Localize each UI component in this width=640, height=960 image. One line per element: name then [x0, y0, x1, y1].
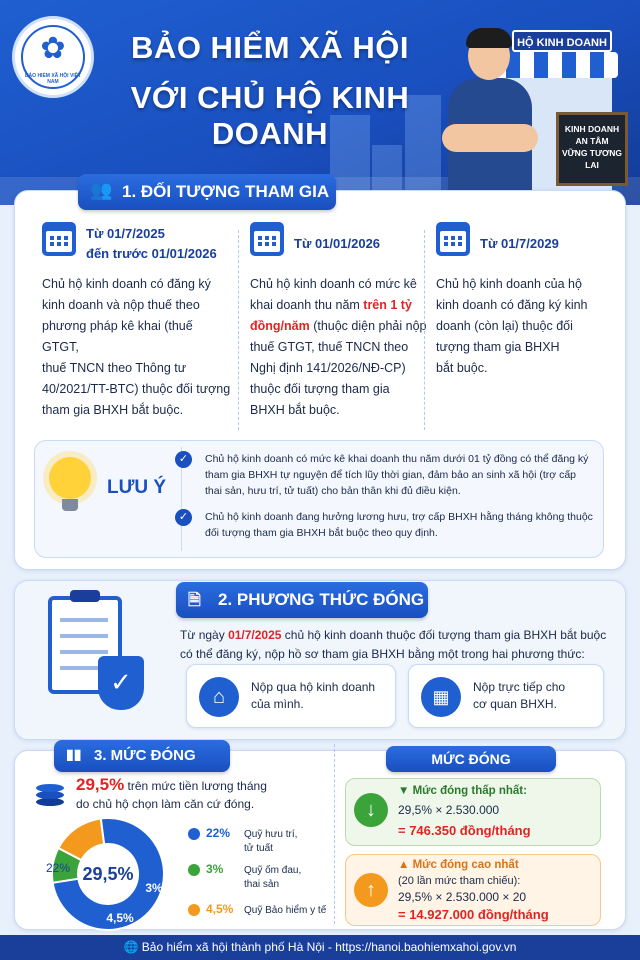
check-circle-icon: ✓ — [175, 451, 192, 468]
lightbulb-icon — [49, 457, 91, 499]
max-result: = 14.927.000 đồng/tháng — [398, 907, 549, 922]
legend-dot — [188, 904, 200, 916]
arrow-down-icon: ↓ — [354, 793, 388, 827]
clipboard-shield-illustration — [40, 590, 150, 720]
col-text-line: phương pháp kê khai (thuế GTGT, — [42, 319, 193, 354]
bar-chart-icon: ▮▮ — [66, 746, 82, 762]
board-line: AN TÂM — [575, 136, 609, 146]
legend-dot — [188, 828, 200, 840]
col-text-line: kinh doanh và nộp thuế theo — [42, 298, 200, 312]
note-item — [175, 509, 595, 549]
page-title-line1: BẢO HIỂM XÃ HỘI — [131, 30, 409, 65]
section3-title: 3. MỨC ĐÓNG — [94, 747, 196, 764]
max-formula: 29,5% × 2.530.000 × 20 — [398, 890, 527, 904]
calendar-icon — [436, 222, 470, 256]
section1-heading — [78, 174, 336, 210]
chalkboard-sign — [556, 112, 628, 186]
rate-summary: 29,5% trên mức tiền lương tháng do chủ hộ chọn làm căn cứ đóng. — [76, 775, 267, 811]
col-text-line: 40/2021/TT-BTC) thuộc đối tượng — [42, 382, 231, 396]
col-text-line: thuế GTGT, thuế TNCN theo — [250, 340, 409, 354]
col-date: Từ 01/7/2025 — [86, 226, 165, 241]
footer — [0, 935, 640, 960]
highlight-unit: đồng/năm — [250, 319, 310, 333]
section2-intro: Từ ngày 01/7/2025 chủ hộ kinh doanh thuộc đối tượng tham gia BHXH bắt buộc có thể đăng ký, nộp hồ sơ tham gia BHXH bằng một trong hai phương thức: — [180, 628, 607, 661]
shop-sign: HỘ KINH DOANH — [512, 30, 612, 52]
footer-link[interactable]: Bảo hiểm xã hội thành phố Hà Nội - https://hanoi.baohiemxahoi.gov.vn — [141, 940, 517, 954]
logo — [12, 16, 94, 98]
max-rate-box: ↑ ▲ Mức đóng cao nhất (20 lần mức tham chiếu): 29,5% × 2.530.000 × 20 = 14.927.000 đồng/tháng — [345, 854, 601, 926]
payment-option-direct: ▦ Nộp trực tiếp cho cơ quan BHXH. — [408, 664, 604, 728]
note-text-line: đối tượng tham gia BHXH bắt buộc theo quy định. — [205, 527, 438, 539]
col-text-line: Nghị định 141/2026/NĐ-CP) — [250, 361, 406, 375]
note-text-line: thai sản, hưu trí, tử tuất) cho bản thân khi đủ điều kiện. — [205, 485, 461, 497]
col-date: Từ 01/01/2026 — [294, 236, 381, 251]
col-text-line: Chủ hộ kinh doanh có đăng ký — [42, 277, 211, 291]
shield-check-icon: ✓ — [98, 656, 144, 710]
contribution-donut-chart — [38, 812, 178, 932]
globe-icon: 🌐 — [123, 940, 142, 954]
shop-owner-illustration — [442, 32, 538, 202]
section2-heading — [176, 582, 428, 618]
users-icon: 👥 — [90, 180, 113, 200]
column-divider — [238, 230, 239, 430]
coins-icon — [36, 778, 64, 808]
max-note: (20 lần mức tham chiếu): — [398, 875, 521, 887]
legend-dot — [188, 864, 200, 876]
col-text-line: (thuộc diện phải nộp — [309, 319, 427, 333]
col-text-line: doanh (còn lại) thuộc đối — [436, 319, 573, 333]
section1-title: 1. ĐỐI TƯỢNG THAM GIA — [122, 182, 330, 201]
highlight-amount: trên 1 tỷ — [363, 298, 412, 312]
col-text-line: thuế TNCN theo Thông tư — [42, 361, 187, 375]
col-text-line: Chủ hộ kinh doanh có mức kê — [250, 277, 417, 291]
min-rate-box: ↓ ▼ Mức đóng thấp nhất: 29,5% × 2.530.000 = 746.350 đồng/tháng — [345, 778, 601, 846]
calendar-icon — [250, 222, 284, 256]
note-text-line: Chủ hộ kinh doanh có mức kê khai doanh thu năm dưới 01 tỷ đồng có thể đăng ký — [205, 453, 589, 465]
col-text-line: bắt buộc. — [436, 361, 488, 375]
section2-title: 2. PHƯƠNG THỨC ĐÓNG — [218, 590, 425, 609]
participant-col-1 — [42, 222, 232, 432]
note-text-line: tham gia BHXH tự nguyện để tích lũy thời gian, đảm bảo an sinh xã hội (trợ cấp — [205, 469, 576, 481]
rate-value: 29,5% — [76, 775, 125, 794]
note-box — [34, 440, 604, 558]
office-building-icon: ▦ — [421, 677, 461, 717]
note-label: LƯU Ý — [107, 477, 167, 498]
col-text-line: kinh doanh có đăng ký kinh — [436, 298, 588, 312]
col-text-line: tượng tham gia BHXH — [436, 340, 560, 354]
check-circle-icon: ✓ — [175, 509, 192, 526]
arrow-up-icon: ↑ — [354, 873, 388, 907]
col-date: Từ 01/7/2029 — [480, 236, 559, 251]
rates-heading: MỨC ĐÓNG — [386, 746, 556, 772]
board-line: VỮNG TƯƠNG LAI — [561, 148, 623, 170]
section3-heading — [54, 740, 230, 772]
col-date: đến trước 01/01/2026 — [86, 246, 217, 261]
participant-col-2 — [250, 222, 430, 432]
board-line: KINH DOANH — [564, 124, 620, 134]
calendar-icon — [42, 222, 76, 256]
col-text-line: thuộc đối tượng tham gia — [250, 382, 390, 396]
note-text-line: Chủ hộ kinh doanh đang hưởng lương hưu, trợ cấp BHXH hằng tháng không thuộc — [205, 511, 593, 523]
store-icon: ⌂ — [199, 677, 239, 717]
donut-center-label: 29,5% — [82, 864, 134, 884]
donut-label-sickness: 3% — [145, 881, 163, 895]
donut-label-health: 4,5% — [106, 911, 134, 925]
col-text-line: Chủ hộ kinh doanh của hộ — [436, 277, 582, 291]
logo-emblem-icon: ✿ — [40, 32, 66, 65]
logo-text: BẢO HIỂM XÃ HỘI VIỆT NAM — [24, 73, 82, 85]
highlight-date: 01/7/2025 — [228, 628, 282, 642]
document-search-icon: 🗎 — [188, 592, 201, 609]
min-result: = 746.350 đồng/tháng — [398, 823, 531, 838]
participant-col-3 — [436, 222, 616, 432]
donut-label-retirement: 22% — [45, 861, 71, 875]
col-text-line: khai doanh thu năm — [250, 298, 364, 312]
payment-option-household: ⌂ Nộp qua hộ kinh doanh của mình. — [186, 664, 396, 728]
page-title-line2: VỚI CHỦ HỘ KINH DOANH — [130, 80, 410, 151]
column-divider — [424, 230, 425, 430]
col-text-line: BHXH bắt buộc. — [250, 403, 340, 417]
col-text-line: tham gia BHXH bắt buộc. — [42, 403, 184, 417]
min-formula: 29,5% × 2.530.000 — [398, 803, 500, 817]
note-item — [175, 451, 595, 511]
